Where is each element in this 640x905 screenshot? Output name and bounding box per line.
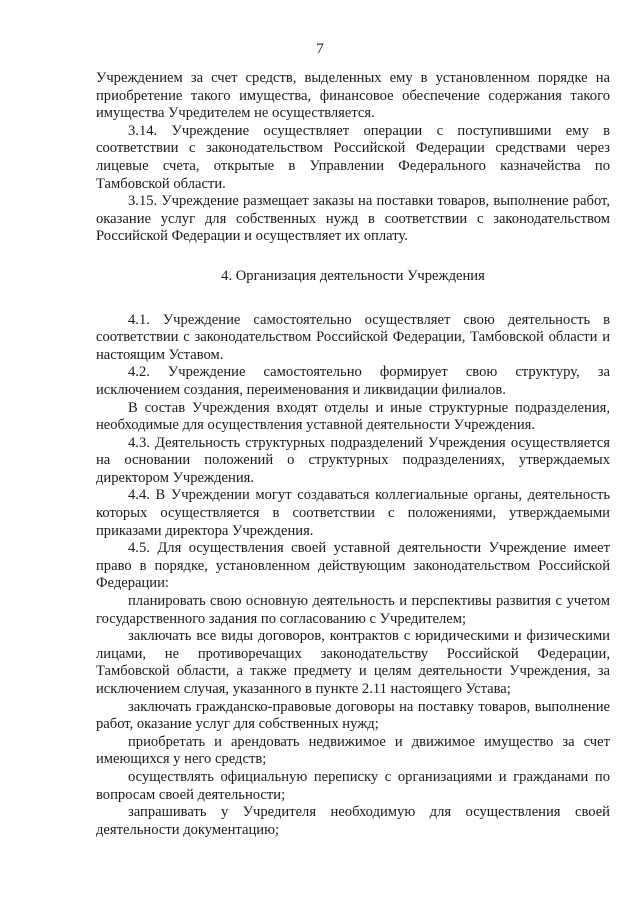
- section-heading: 4. Организация деятельности Учреждения: [221, 267, 485, 284]
- list-item-contracts: заключать все виды договоров, контрактов с юридическими и физическими лицами, не противоречащих законодательству Российской Федерации, Тамбовской области, а также предмету и целям деятельности Учреждения, за исключением случая, указанного в пункте 2.11 настоящего Устава;: [96, 628, 610, 697]
- list-item-correspondence: осуществлять официальную переписку с организациями и гражданами по вопросам своей деятельности;: [96, 768, 610, 803]
- paragraph-4-2: 4.2. Учреждение самостоятельно формирует свою структуру, за исключением создания, переименования и ликвидации филиалов.: [96, 364, 610, 398]
- paragraph-4-2-structure: В состав Учреждения входят отделы и иные структурные подразделения, необходимые для осуществления уставной деятельности Учреждения.: [96, 399, 610, 434]
- list-item-request-docs: запрашивать у Учредителя необходимую для осуществления своей деятельности документацию;: [96, 804, 610, 838]
- paragraph-3-15: 3.15. Учреждение размещает заказы на поставки товаров, выполнение работ, оказание услуг для собственных нужд в соответствии с законодательством Российской Федерации и осуществляет их оплату.: [96, 193, 610, 245]
- list-item-plan: планировать свою основную деятельность и перспективы развития с учетом государственного задания по согласованию с Учредителем;: [96, 593, 610, 627]
- paragraph-4-3: 4.3. Деятельность структурных подразделений Учреждения осуществляется на основании положений о структурных подразделениях, утверждаемых директором Учреждения.: [96, 434, 610, 486]
- paragraph-4-1: 4.1. Учреждение самостоятельно осуществляет свою деятельность в соответствии с законодательством Российской Федерации, Тамбовской области и настоящим Уставом.: [96, 311, 610, 363]
- list-item-acquire-property: приобретать и арендовать недвижимое и движимое имущество за счет имеющихся у него средств;: [96, 733, 610, 768]
- page-number: 7: [316, 41, 324, 57]
- paragraph-3-14: 3.14. Учреждение осуществляет операции с поступившими ему в соответствии с законодательством Российской Федерации средствами через лицевые счета, открытые в Управлении Федерального казначейства по Тамбовской области.: [96, 122, 610, 192]
- paragraph-4-5: 4.5. Для осуществления своей уставной деятельности Учреждение имеет право в порядке, установленном действующим законодательством Российской Федерации:: [96, 540, 610, 592]
- document-body: [96, 70, 610, 839]
- paragraph-4-4: 4.4. В Учреждении могут создаваться коллегиальные органы, деятельность которых осуществляется в соответствии с положениями, утверждаемыми приказами директора Учреждения.: [96, 487, 610, 539]
- list-item-civil-contracts: заключать гражданско-правовые договоры на поставку товаров, выполнение работ, оказание услуг для собственных нужд;: [96, 698, 610, 733]
- paragraph-continuation: Учреждением за счет средств, выделенных ему в установленном порядке на приобретение такого имущества, финансовое обеспечение содержания такого имущества Учредителем не осуществляется.: [96, 70, 610, 122]
